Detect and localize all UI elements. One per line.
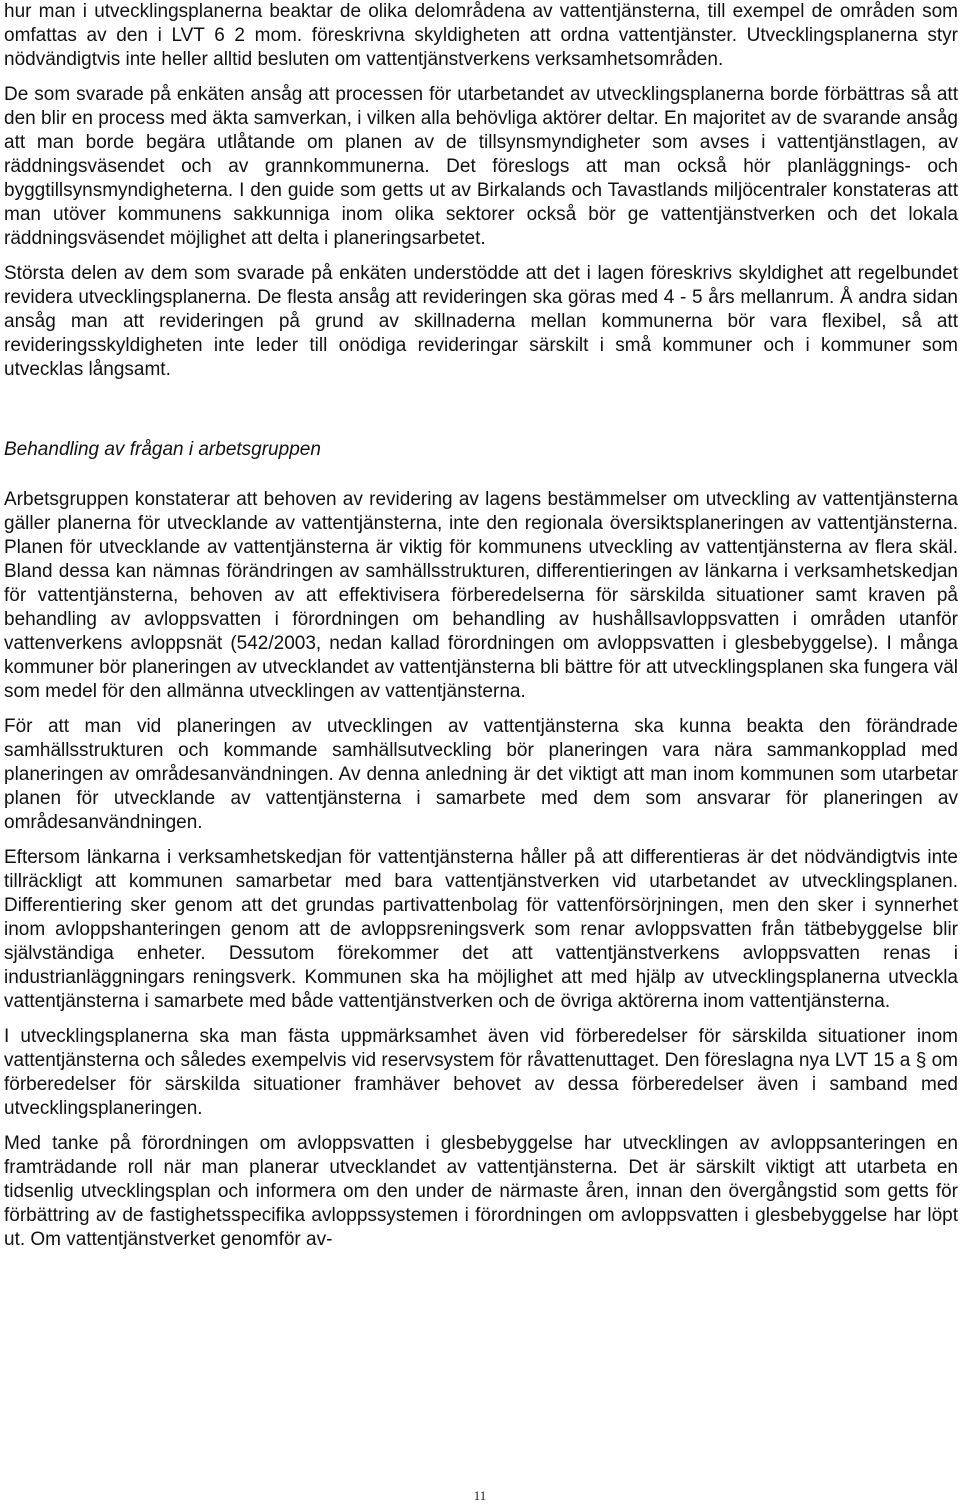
paragraph-differentiation: Eftersom länkarna i verksamhetskedjan för vattentjänsterna håller på att differentieras är det nödvändigtvis inte tillräckligt att kommunen samarbetar med bara vattentjänstverken vid utarbetandet av utvecklingsplanen. Differentiering sker genom att det grundas partivattenbolag för vattenförsörjningen, men den sker i synnerhet inom avloppshanteringen genom att de avloppsreningsverk som renar avloppsvatten från tätbebyggelse blir självständiga enheter. Dessutom förekommer det att vattentjänstverkens avloppsvatten renas i industrianläggningars reningsverk. Kommunen ska ha möjlighet att med hjälp av utvecklingsplanerna utveckla vattentjänsterna i samarbete med både vattentjänstverken och de övriga aktörerna inom vattentjänsterna. — [4, 847, 958, 1012]
page-number: 11 — [473, 1488, 487, 1503]
section-heading: Behandling av frågan i arbetsgruppen — [4, 439, 321, 460]
paragraph-survey-process: De som svarade på enkäten ansåg att processen för utarbetandet av utvecklingsplanerna borde förbättras så att den blir en process med äkta samverkan, i vilken alla behövliga aktörer deltar. En majoritet av de svarande ansåg att man borde begära utlåtande om planen av de tillsynsmyndigheter som avses i vattentjänstlagen, av räddningsväsendet och av grannkommunerna. Det föreslogs att man också hör planläggnings- och byggtillsynsmyndigheterna. I den guide som getts ut av Birkalands och Tavastlands miljöcentraler konstateras att man utöver kommunens sakkunniga inom olika sektorer också bör ge vattentjänstverken och det lokala räddningsväsendet möjlighet att delta i planeringsarbetet. — [4, 84, 958, 249]
paragraph-special-situations: I utvecklingsplanerna ska man fästa uppmärksamhet även vid förberedelser för särskilda situationer inom vattentjänsterna och således exempelvis vid reservsystem för råvattenuttaget. Den föreslagna nya LVT 15 a § om förberedelser för särskilda situationer framhäver behovet av dessa förberedelser även i samband med utvecklingsplaneringen. — [4, 1026, 958, 1119]
paragraph-community-structure: För att man vid planeringen av utvecklingen av vattentjänsterna ska kunna beakta den förändrade samhällsstrukturen och kommande samhällsutveckling bör planeringen vara nära sammankopplad med planeringen av områdesanvändningen. Av denna anledning är det viktigt att man inom kommunen som utarbetar planen för utvecklande av vattentjänsterna i samarbete med dem som ansvarar för planeringen av områdesanvändningen. — [4, 716, 958, 833]
document-page — [4, 0, 958, 1263]
paragraph-sparse-settlement: Med tanke på förordningen om avloppsvatten i glesbebyggelse har utvecklingen av avloppsanteringen en framträdande roll när man planerar utvecklandet av vattentjänsterna. Det är särskilt viktigt att utarbeta en tidsenlig utvecklingsplan och informera om den under de närmaste åren, innan den övergångstid som getts för förbättring av de fastighetsspecifika avloppssystemen i förordningen om avloppsvatten i glesbebyggelse har löpt ut. Om vattentjänstverket genomför av- — [4, 1133, 958, 1250]
paragraph-continuation: hur man i utvecklingsplanerna beaktar de olika delområdena av vattentjänsterna, till exempel de områden som omfattas av den i LVT 6 2 mom. föreskrivna skyldigheten att ordna vattentjänster. Utvecklingsplanerna styr nödvändigtvis inte heller alltid besluten om vattentjänstverkens verksamhetsområden. — [4, 1, 958, 70]
paragraph-working-group-needs: Arbetsgruppen konstaterar att behoven av revidering av lagens bestämmelser om utveckling av vattentjänsterna gäller planerna för utvecklande av vattentjänsterna, inte den regionala översiktsplaneringen av vattentjänsterna. Planen för utvecklande av vattentjänsterna är viktig för kommunens utveckling av vattentjänsterna av flera skäl. Bland dessa kan nämnas förändringen av samhällsstrukturen, differentieringen av länkarna i verksamhetskedjan för vattentjänsterna, behoven av att effektivisera förberedelserna för särskilda situationer samt kraven på behandling av avloppsvatten i förordningen om behandling av hushållsavloppsvatten i områden utanför vattenverkens avloppsnät (542/2003, nedan kallad förordningen om avloppsvatten i glesbebyggelse). I många kommuner bör planeringen av utvecklandet av vattentjänsterna bli bättre för att utvecklingsplanen ska fungera väl som medel för den allmänna utvecklingen av vattentjänsterna. — [4, 489, 958, 702]
paragraph-survey-revision: Största delen av dem som svarade på enkäten understödde att det i lagen föreskrivs skyldighet att regelbundet revidera utvecklingsplanerna. De flesta ansåg att revideringen ska göras med 4 - 5 års mellanrum. Å andra sidan ansåg man att revideringen på grund av skillnaderna mellan kommunerna bör vara flexibel, så att revideringsskyldigheten inte leder till onödiga revideringar särskilt i små kommuner och i kommuner som utvecklas långsamt. — [4, 263, 958, 380]
